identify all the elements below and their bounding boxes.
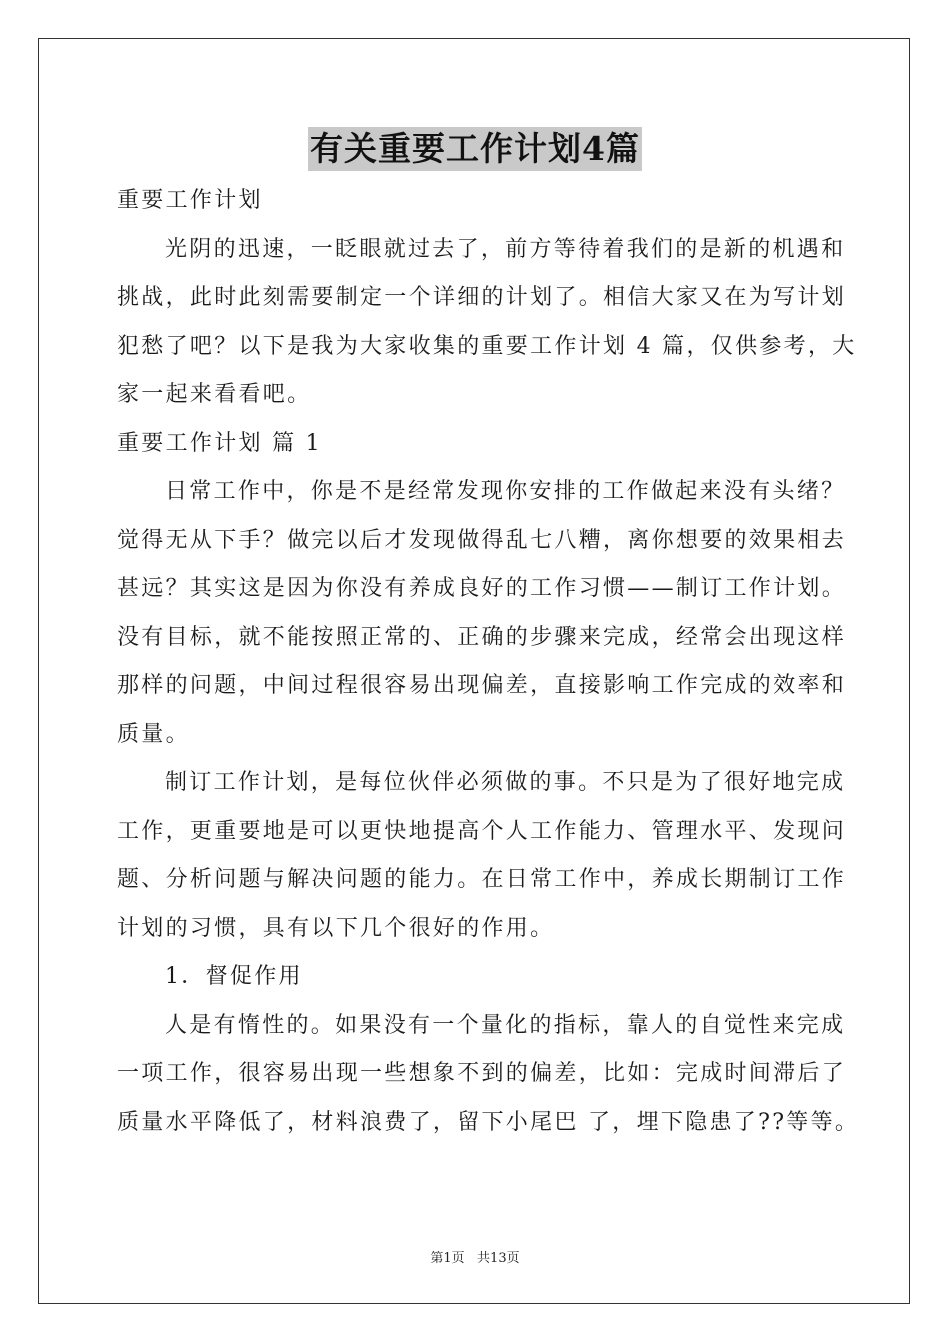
section-heading: 重要工作计划 [117, 188, 263, 213]
paragraph-line: 质量。 [117, 721, 190, 747]
document-body [117, 177, 860, 1147]
paragraph-line: 挑战，此时此刻需要制定一个详细的计划了。相信大家又在为写计划 [117, 285, 847, 310]
paragraph-line: 家一起来看看吧。 [117, 382, 312, 407]
section-heading: 重要工作计划 篇 1 [117, 430, 322, 456]
paragraph-line: 那样的问题，中间过程很容易出现偏差，直接影响工作完成的效率和 [117, 673, 847, 698]
paragraph-line: 计划的习惯，具有以下几个很好的作用。 [117, 915, 555, 941]
page-footer [0, 1247, 950, 1266]
paragraph-line: 一项工作，很容易出现一些想象不到的偏差，比如：完成时间滞后了 [117, 1061, 847, 1086]
paragraph-line: 人是有惰性的。如果没有一个量化的指标，靠人的自觉性来完成 [165, 1012, 846, 1038]
page-number: 第1页 共13页 [430, 1251, 520, 1266]
paragraph-line: 日常工作中，你是不是经常发现你安排的工作做起来没有头绪？ [165, 479, 846, 504]
paragraph-line: 没有目标，就不能按照正常的、正确的步骤来完成，经常会出现这样 [117, 624, 847, 650]
paragraph-line: 犯愁了吧？以下是我为大家收集的重要工作计划 4 篇，仅供参考，大 [117, 333, 857, 359]
paragraph-line: 质量水平降低了，材料浪费了，留下小尾巴 了，埋下隐患了??等等。 [117, 1109, 860, 1135]
document-title: 有关重要工作计划4篇 [308, 127, 642, 171]
paragraph-line: 觉得无从下手？做完以后才发现做得乱七八糟，离你想要的效果相去 [117, 527, 847, 553]
paragraph-line: 光阴的迅速，一眨眼就过去了，前方等待着我们的是新的机遇和 [165, 236, 846, 262]
paragraph-line: 工作，更重要地是可以更快地提高个人工作能力、管理水平、发现问 [117, 818, 847, 844]
numbered-heading: 1．督促作用 [165, 964, 303, 989]
paragraph-line: 制订工作计划，是每位伙伴必须做的事。不只是为了很好地完成 [165, 770, 846, 795]
title-container [0, 127, 950, 171]
paragraph-line: 甚远？其实这是因为你没有养成良好的工作习惯——制订工作计划。 [117, 576, 847, 601]
paragraph-line: 题、分析问题与解决问题的能力。在日常工作中，养成长期制订工作 [117, 867, 847, 892]
